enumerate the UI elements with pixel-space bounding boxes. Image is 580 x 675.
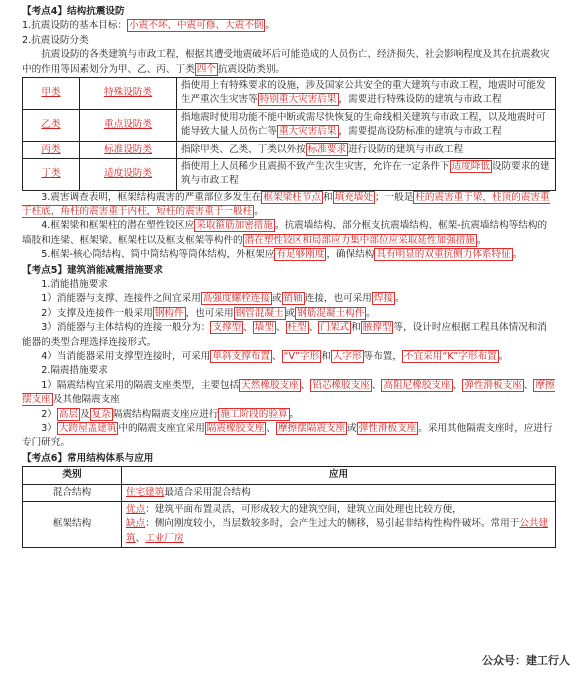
highlight: 适度降低: [451, 160, 490, 172]
category-cell: 混合结构: [23, 484, 122, 501]
highlight: 高阻尼橡胶支座: [383, 379, 451, 391]
application-cell: 优点：建筑平面布置灵活，可形成较大的建筑空间，建筑立面处理也比较方便， 缺点：侧向刚度较小，当层数较多时，会产生过大的侧移，易引起非结构性构件破坏。常用于公共建筑、工业厂房: [122, 501, 556, 547]
section-title-k5: 【考点5】建筑消能减震措施要求: [22, 264, 163, 276]
k5-item-5: 1）隔震结构宜采用的隔震支座类型，主要包括 天然橡胶支座 、 铅芯橡胶支座 、 高阻尼橡胶支座 、 弹性滑板支座 、 摩擦摆支座 及其他隔震支座: [22, 379, 555, 406]
highlight: 钢构件: [154, 307, 184, 319]
highlight: 填充墙处: [334, 191, 373, 203]
k4-item-1: 1.抗震设防的基本目标： 小震不坏、中震可修、大震不倒 。: [22, 20, 275, 32]
table-row: [23, 158, 556, 190]
k5-item-4: 4）当消能器采用支撑型连接时，可采用 单斜支撑布置 、 “V”字形 和 人字形 等布置， 不宜采用“K”字形布置 。: [41, 350, 509, 362]
highlight: 重大灾害后果: [278, 126, 337, 138]
highlight: 销轴: [283, 293, 303, 305]
section-title-k4: 【考点4】结构抗震设防: [22, 6, 125, 17]
highlight: 摩擦摆支座: [22, 379, 555, 406]
k4-item-4: 4.框架梁和框架柱的潜在塑性铰区应 采取箍筋加密措施 。抗震墙结构、部分框支抗震墙结构、框架-抗震墙结构等结构的墙肢和连梁、框架梁、框架柱以及框支框架等构件的 潜在塑性铰区和局部应力集中部位应采取延性加强措施 。: [22, 220, 548, 246]
highlight: 复杂: [91, 408, 111, 420]
section-title-k6: 【考点6】常用结构体系与应用: [22, 452, 154, 464]
class-name-cell: 重点设防类: [80, 109, 177, 141]
application-cell: 住宅建筑最适合采用混合结构: [122, 484, 556, 501]
table-row: [23, 141, 556, 158]
highlight: 弹性滑板支座: [358, 422, 417, 434]
k5-item-7: 3） 大跨屋盖建筑 中的隔震支座宜采用 隔震橡胶支座 、 摩擦摆隔震支座 或 弹性滑板支座 。采用其他隔震支座时，应进行专门研究。: [22, 422, 553, 449]
highlight: 墙型: [254, 322, 274, 334]
class-name-cell: 特殊设防类: [80, 77, 177, 109]
table-header-row: [23, 467, 556, 484]
header-application: 应用: [122, 467, 556, 484]
table-row: [23, 109, 556, 141]
highlight: 四个: [196, 63, 216, 75]
k5-sub-2: 2.隔震措施要求: [41, 365, 108, 377]
highlight: 柱的震害重于梁，柱顶的震害重于柱底，角柱的震害重于内柱，短柱的震害重于一般柱: [22, 191, 550, 218]
class-name-cell: 适度设防类: [80, 158, 177, 190]
highlight: 大跨屋盖建筑: [58, 422, 117, 434]
highlight: 采取箍筋加密措施: [196, 220, 273, 232]
highlight: 不宜采用“K”字形布置: [404, 350, 497, 362]
highlight: 施工阶段的验算: [220, 408, 288, 420]
highlight: 单斜支撑布置: [212, 350, 270, 362]
highlight: 隔震橡胶支座: [206, 422, 265, 434]
highlight: 小震不坏、中震可修、大震不倒: [129, 20, 264, 32]
highlight: 支撑型: [212, 322, 242, 334]
class-cell: 丙类: [23, 141, 80, 158]
highlight: “V”字形: [283, 350, 320, 362]
highlight: 摩擦摆隔震支座: [277, 422, 346, 434]
footer-account: 公众号：建工行人: [482, 653, 570, 667]
highlight: 标准要求: [307, 143, 347, 155]
highlight: 特别重大灾害后果: [259, 94, 337, 106]
highlight: 钢筋混凝土构件: [297, 307, 365, 319]
highlight: 人字形: [332, 350, 362, 362]
k5-item-6: 2） 高层 及 复杂 隔震结构隔震支座应进行 施工阶段的验算 。: [41, 408, 300, 420]
k5-sub-1: 1.消能措施要求: [41, 279, 108, 291]
k5-item-3: 3）消能器与主体结构的连接一般分为： 支撑型 、 墙型 、 柱型 、 门架式 和 腋撑型 等，设计时应根据工程具体情况和消能器的类型合理选择连接形式。: [22, 322, 547, 348]
highlight: 腋撑型: [362, 322, 392, 334]
header-category: 类别: [23, 467, 122, 484]
class-cell: 甲类: [23, 77, 80, 109]
highlight: 弹性滑板支座: [464, 379, 522, 391]
seismic-class-table: [22, 77, 556, 191]
class-desc-cell: 指地震时使用功能不能中断或需尽快恢复的生命线相关建筑与市政工程，以及地震时可能导致大量人员伤亡等 重大灾害后果 ，需要提高设防标准的建筑与市政工程: [177, 109, 556, 141]
highlight: 高层: [58, 408, 79, 420]
class-desc-cell: 指使用上有特殊要求的设施，涉及国家公共安全的重大建筑与市政工程，地震时可能发生严重次生灾害等 特别重大灾害后果 ，需要进行特殊设防的建筑与市政工程: [177, 77, 556, 109]
k5-item-2: 2）支撑及连接件一般采用 钢构件 ，也可采用 钢管混凝土 或 钢筋混凝土构件 。: [41, 307, 376, 319]
table-row: [23, 484, 556, 501]
table-row: [23, 77, 556, 109]
class-name-cell: 标准设防类: [80, 141, 177, 158]
highlight: 框架梁柱节点: [263, 191, 321, 203]
highlight: 天然橡胶支座: [241, 379, 299, 391]
class-cell: 丁类: [23, 158, 80, 190]
highlight: 柱型: [287, 322, 307, 334]
structure-system-table: [22, 466, 556, 548]
k4-intro: 抗震设防的各类建筑与市政工程，根据其遭受地震破坏后可能造成的人员伤亡、经济损失、社会影响程度及其在抗震救灾中的作用等因素划分为甲、乙、丙、丁类 四个 抗震设防类别。: [22, 49, 550, 75]
k4-item-5: 5.框架-核心筒结构、筒中筒结构等筒体结构，外框架应 有足够刚度 ，确保结构 具有明显的双重抗侧力体系特征 。: [41, 249, 523, 261]
highlight: 高强度螺栓连接: [202, 293, 270, 305]
class-desc-cell: 指除甲类、乙类、丁类以外按 标准要求 进行设防的建筑与市政工程: [177, 141, 556, 158]
highlight: 铅芯橡胶支座: [312, 379, 370, 391]
highlight: 焊接: [373, 293, 394, 305]
highlight: 潜在塑性铰区和局部应力集中部位应采取延性加强措施: [244, 234, 475, 246]
category-cell: 框架结构: [23, 501, 122, 547]
table-row: [23, 501, 556, 547]
highlight: 有足够刚度: [276, 249, 325, 261]
highlight: 门架式: [320, 322, 350, 334]
k4-item-2: 2.抗震设防分类: [22, 34, 89, 46]
class-cell: 乙类: [23, 109, 80, 141]
highlight: 钢管混凝土: [235, 307, 284, 319]
k5-item-1: 1）消能器与支撑、连接件之间宜采用 高强度螺栓连接 或 销轴 连接，也可采用 焊接 。: [41, 293, 405, 305]
highlight: 具有明显的双重抗侧力体系特征: [376, 249, 511, 261]
k4-item-3: 3.震害调查表明，框架结构震害的严重部位多发生在 框架梁柱节点 和 填充墙处 ；一般是 柱的震害重于梁，柱顶的震害重于柱底，角柱的震害重于内柱，短柱的震害重于一般柱 。: [22, 191, 550, 218]
class-desc-cell: 指使用上人员稀少且震损不致产生次生灾害，允许在一定条件下 适度降低 设防要求的建筑与市政工程: [177, 158, 556, 190]
